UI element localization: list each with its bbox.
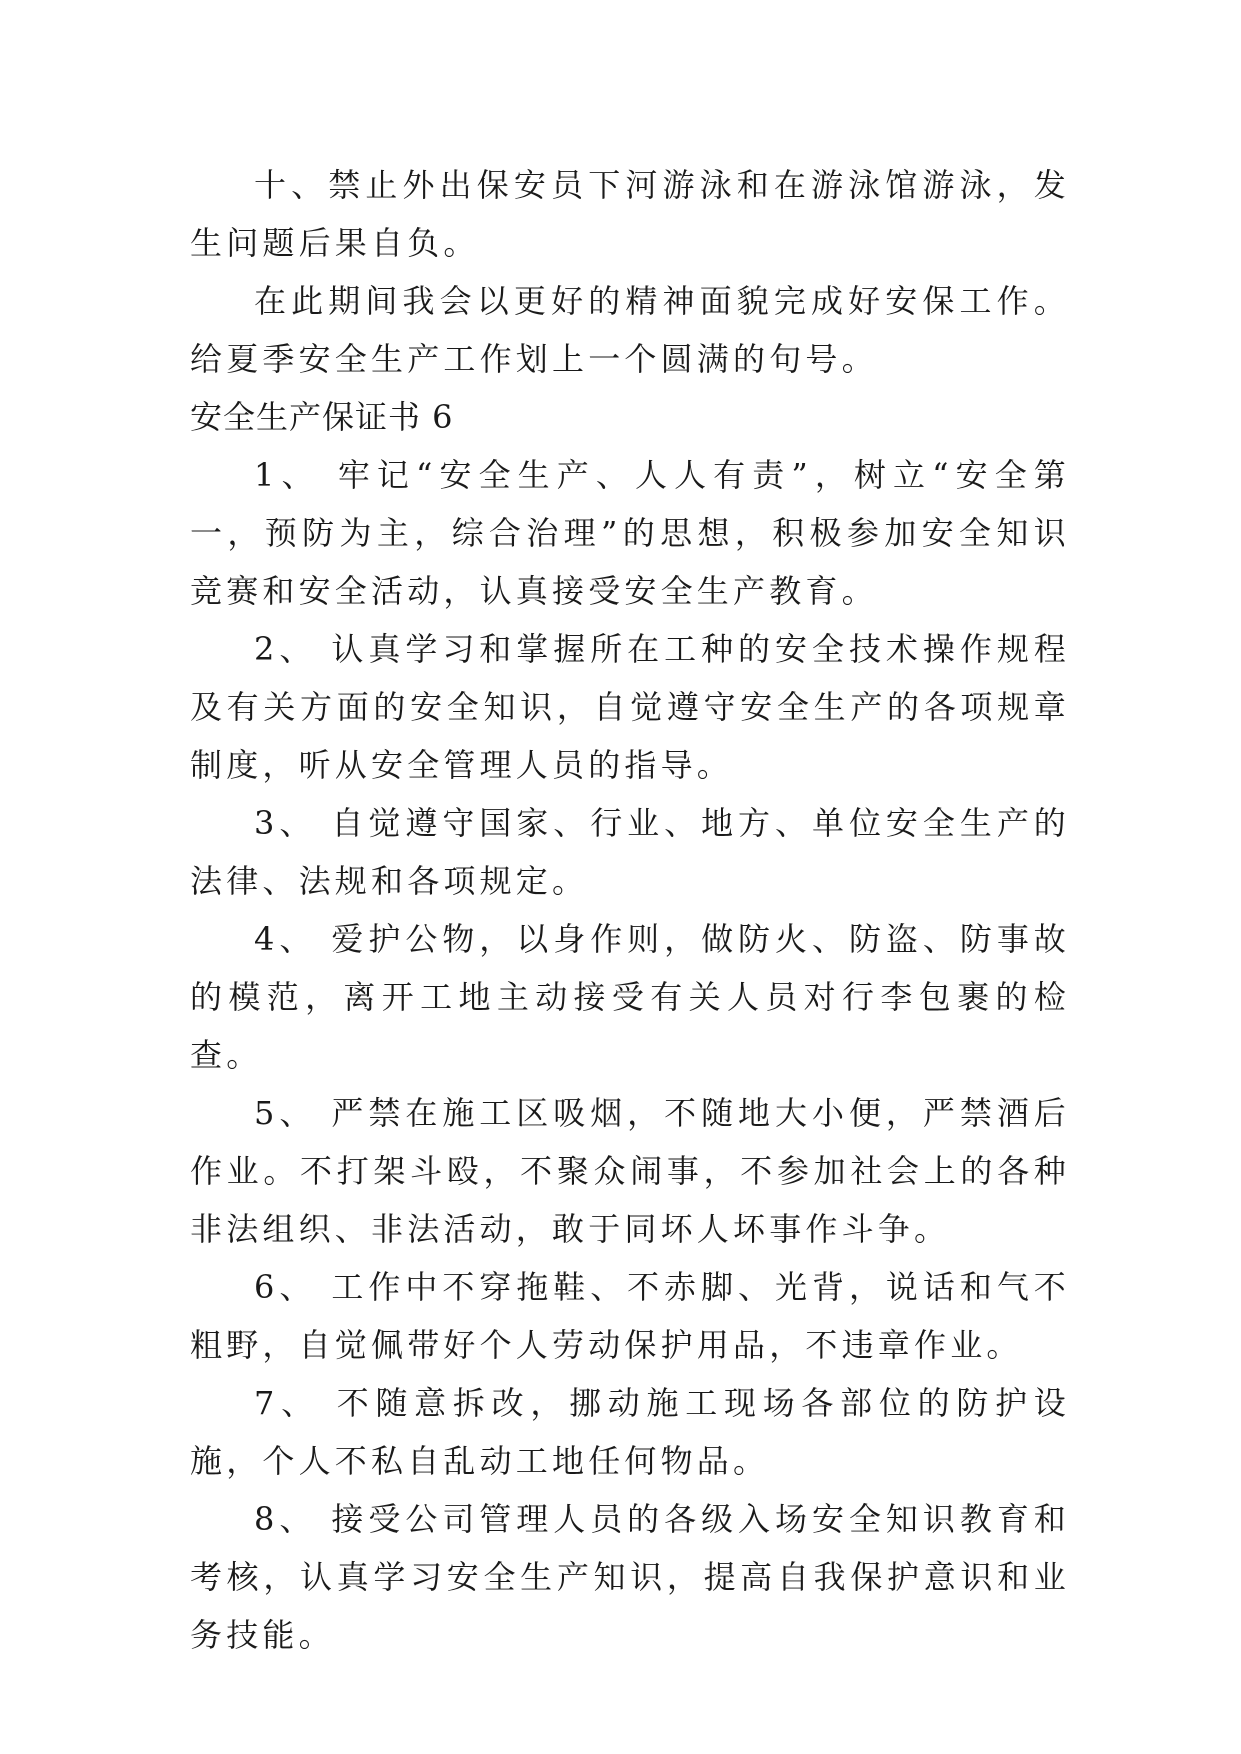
section-heading: 安全生产保证书 6 (190, 398, 454, 436)
paragraph-closing: 在此期间我会以更好的精神面貌完成好安保工作。给夏季安全生产工作划上一个圆满的句号。 (190, 282, 1070, 378)
paragraph-rule-ten: 十、禁止外出保安员下河游泳和在游泳馆游泳，发生问题后果自负。 (190, 166, 1070, 262)
list-item-8: 8、 接受公司管理人员的各级入场安全知识教育和考核，认真学习安全生产知识，提高自我保护意识和业务技能。 (190, 1500, 1070, 1654)
list-item-5: 5、 严禁在施工区吸烟，不随地大小便，严禁酒后作业。不打架斗殴，不聚众闹事，不参加社会上的各种非法组织、非法活动，敢于同坏人坏事作斗争。 (190, 1094, 1070, 1248)
document-page (190, 156, 1070, 1664)
list-item-3: 3、 自觉遵守国家、行业、地方、单位安全生产的法律、法规和各项规定。 (190, 804, 1070, 900)
list-item-4: 4、 爱护公物，以身作则，做防火、防盗、防事故的模范，离开工地主动接受有关人员对行李包裹的检查。 (190, 920, 1070, 1074)
list-item-6: 6、 工作中不穿拖鞋、不赤脚、光背，说话和气不粗野，自觉佩带好个人劳动保护用品，不违章作业。 (190, 1268, 1070, 1364)
list-item-2: 2、 认真学习和掌握所在工种的安全技术操作规程及有关方面的安全知识，自觉遵守安全生产的各项规章制度，听从安全管理人员的指导。 (190, 630, 1070, 784)
list-item-1: 1、 牢记“安全生产、人人有责”，树立“安全第一，预防为主，综合治理”的思想，积极参加安全知识竞赛和安全活动，认真接受安全生产教育。 (190, 456, 1070, 610)
list-item-7: 7、 不随意拆改，挪动施工现场各部位的防护设施，个人不私自乱动工地任何物品。 (190, 1384, 1070, 1480)
